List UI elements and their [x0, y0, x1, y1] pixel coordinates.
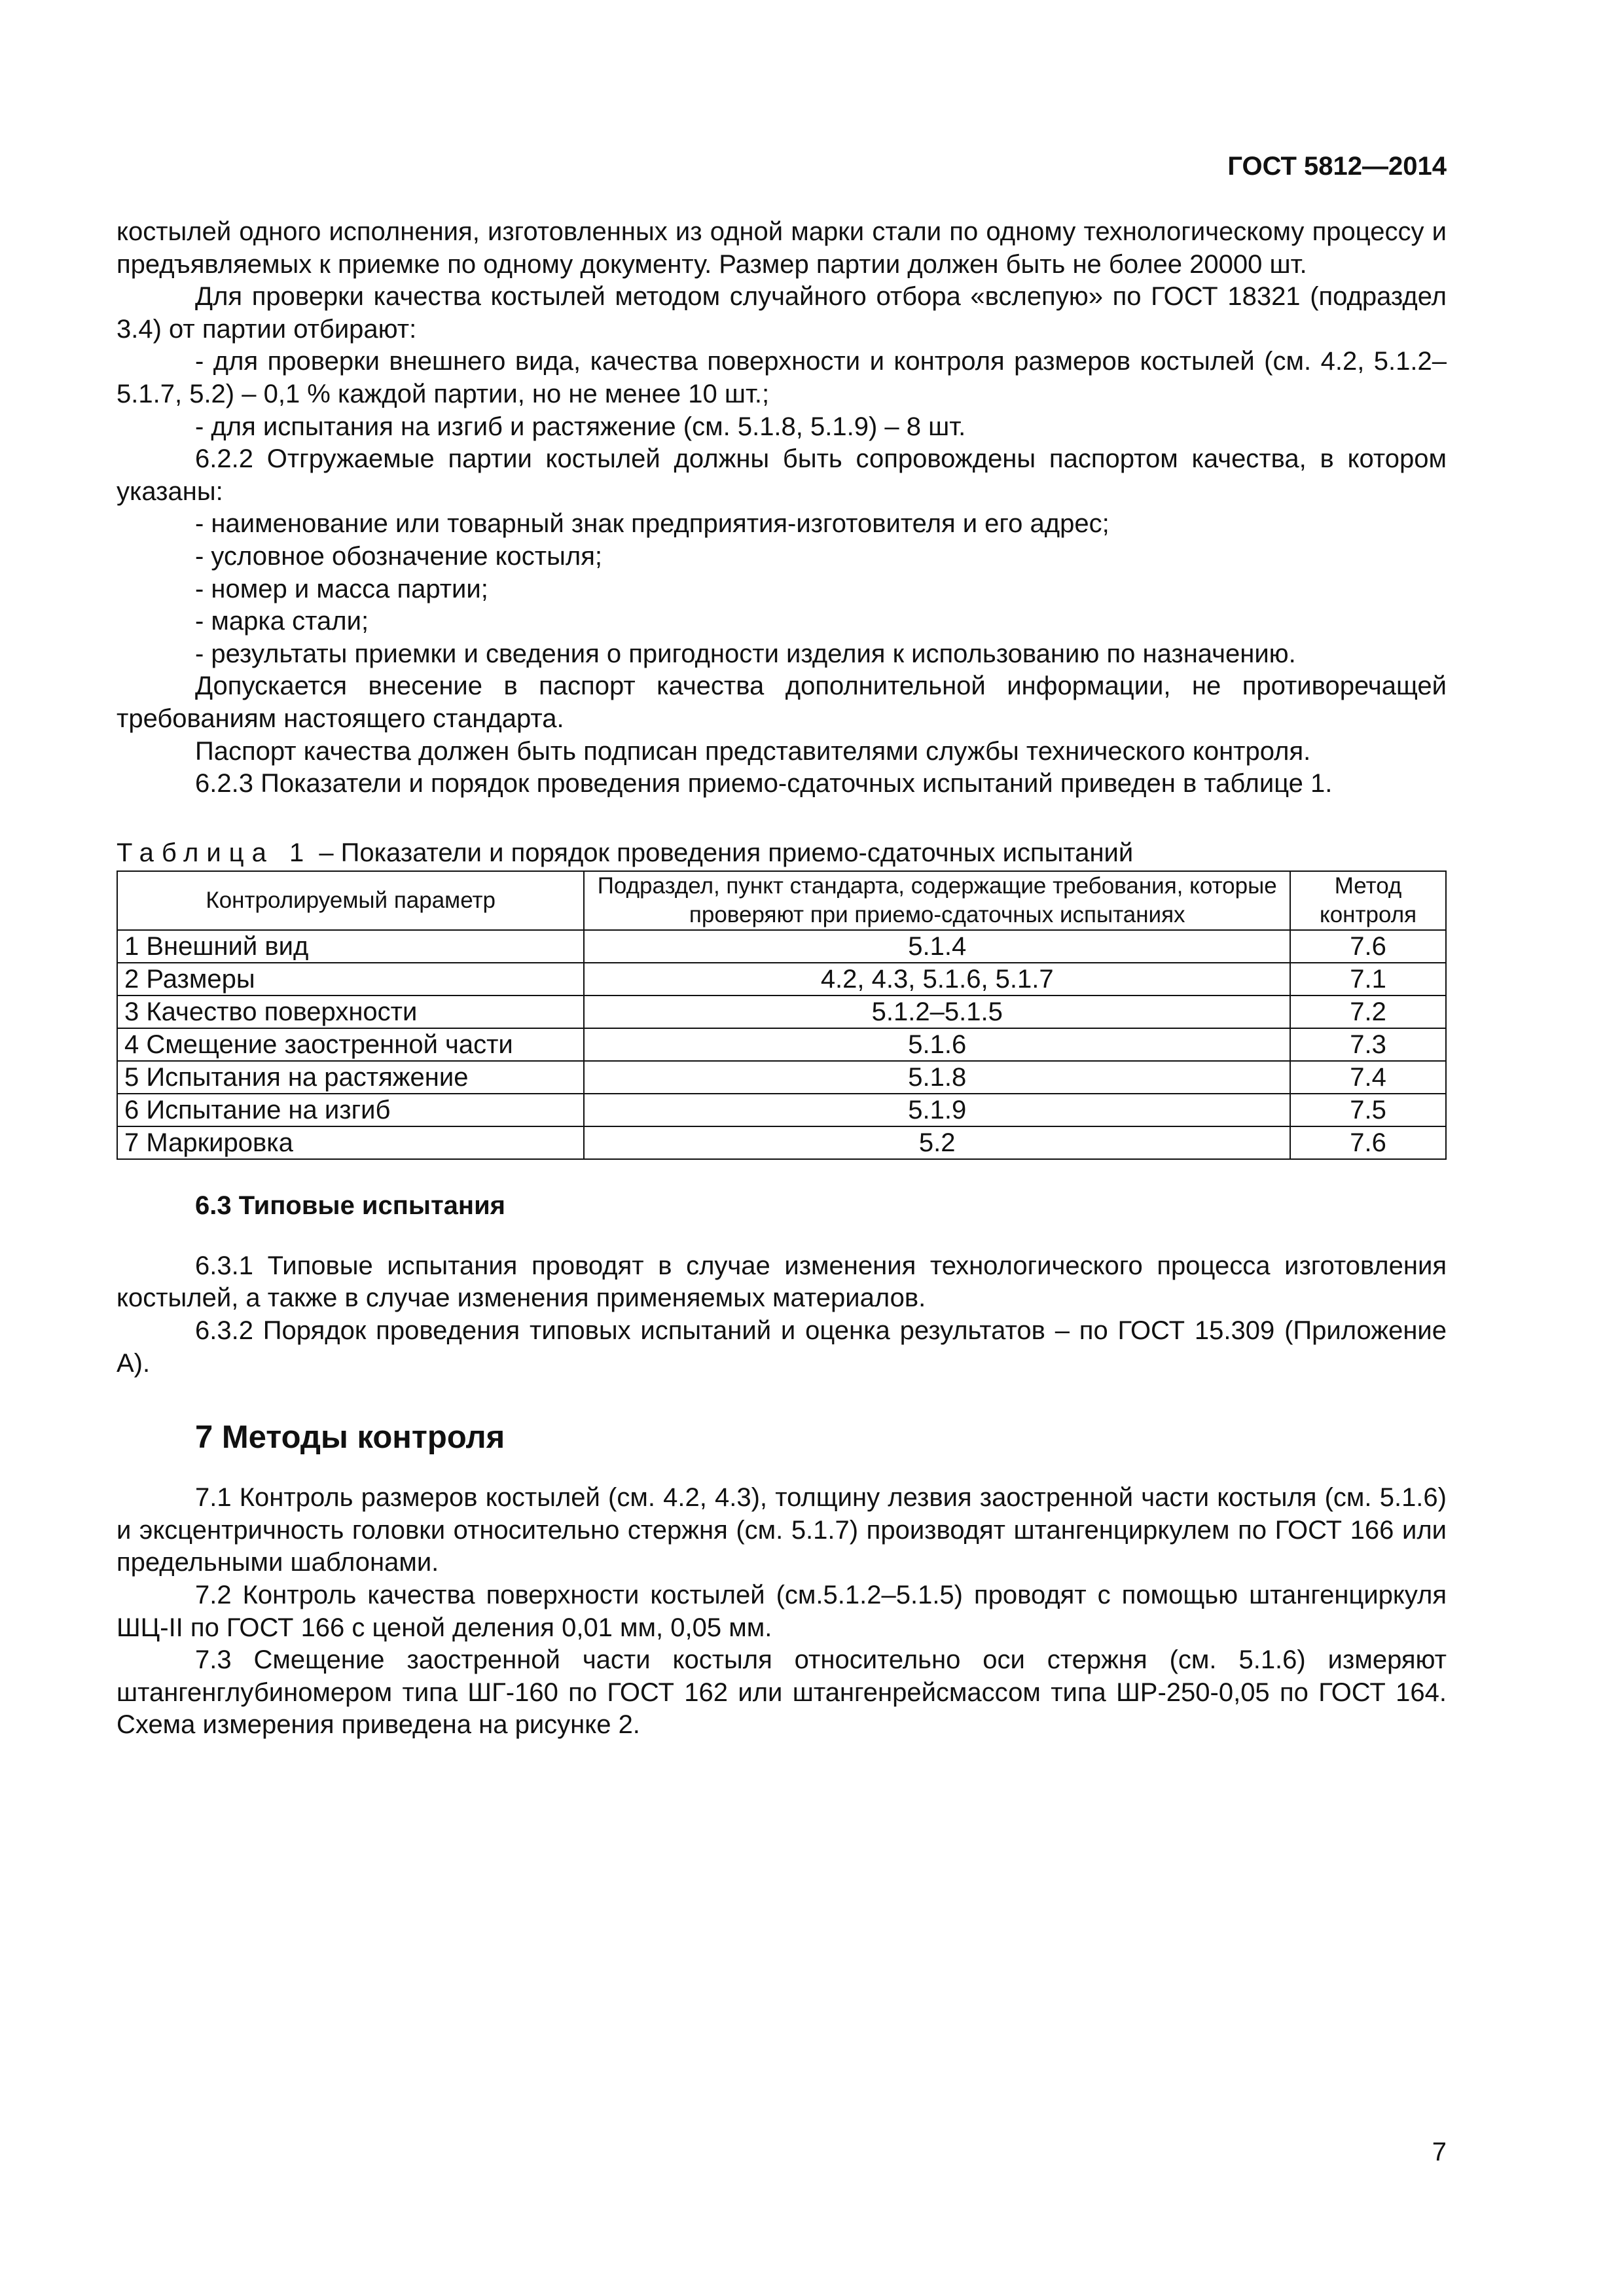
table-cell: 5 Испытания на растяжение: [117, 1061, 584, 1094]
table-cell: 7.3: [1290, 1028, 1446, 1061]
table-cell: 4.2, 4.3, 5.1.6, 5.1.7: [584, 963, 1290, 996]
table-cell: 5.1.8: [584, 1061, 1290, 1094]
page-number: 7: [1432, 2138, 1447, 2166]
table-header-row: [117, 871, 1446, 930]
table-cell: 5.1.9: [584, 1094, 1290, 1126]
paragraph: 6.3.2 Порядок проведения типовых испытаний и оценка результатов – по ГОСТ 15.309 (Приложение А).: [117, 1316, 1447, 1378]
table-cell: 6 Испытание на изгиб: [117, 1094, 584, 1126]
section-heading-6-3: 6.3 Типовые испытания: [195, 1191, 506, 1221]
list-item: - наименование или товарный знак предприятия-изготовителя и его адрес;: [195, 509, 1110, 539]
table-caption: [117, 837, 1447, 870]
table-cell: 7.1: [1290, 963, 1446, 996]
column-header-clause: Подраздел, пункт стандарта, содержащие требования, которые проверяют при приемо-сдаточных испытаниях: [584, 871, 1290, 930]
table-cell: 7.4: [1290, 1061, 1446, 1094]
table-cell: 5.2: [584, 1126, 1290, 1159]
table-cell: 7.6: [1290, 930, 1446, 963]
paragraph: 7.2 Контроль качества поверхности костылей (см.5.1.2–5.1.5) проводят с помощью штангенциркуля ШЦ-II по ГОСТ 166 с ценой деления 0,01 мм, 0,05 мм.: [117, 1581, 1447, 1642]
table-cell: 5.1.6: [584, 1028, 1290, 1061]
list-item: - номер и масса партии;: [195, 574, 488, 603]
paragraph: 6.2.3 Показатели и порядок проведения приемо-сдаточных испытаний приведен в таблице 1.: [195, 769, 1333, 798]
paragraph: костылей одного исполнения, изготовленных из одной марки стали по одному технологическому процессу и предъявляемых к приемке по одному документу. Размер партии должен быть не более 20000 шт.: [117, 217, 1447, 279]
list-item: - марка стали;: [195, 607, 369, 636]
acceptance-tests-table: [117, 870, 1447, 1160]
paragraph: 6.3.1 Типовые испытания проводят в случае изменения технологического процесса изготовления костылей, а также в случае изменения применяемых материалов.: [117, 1251, 1447, 1313]
paragraph: Паспорт качества должен быть подписан представителями службы технического контроля.: [195, 736, 1311, 766]
table-caption-text: – Показатели и порядок проведения приемо-сдаточных испытаний: [312, 838, 1134, 867]
table-cell: 3 Качество поверхности: [117, 996, 584, 1028]
table-cell: 2 Размеры: [117, 963, 584, 996]
document-header-id: ГОСТ 5812—2014: [1227, 152, 1447, 181]
list-item: - для испытания на изгиб и растяжение (см. 5.1.8, 5.1.9) – 8 шт.: [195, 412, 966, 441]
paragraph: Допускается внесение в паспорт качества дополнительной информации, не противоречащей требованиям настоящего стандарта.: [117, 672, 1447, 733]
table-cell: 1 Внешний вид: [117, 930, 584, 963]
table-cell: 7.6: [1290, 1126, 1446, 1159]
table-row: [117, 963, 1446, 996]
page-body: [117, 216, 1447, 1742]
table-row: [117, 1061, 1446, 1094]
paragraph: 6.2.2 Отгружаемые партии костылей должны быть сопровождены паспортом качества, в котором указаны:: [117, 444, 1447, 506]
column-header-method: Метод контроля: [1290, 871, 1446, 930]
table-row: [117, 996, 1446, 1028]
table-cell: 7 Маркировка: [117, 1126, 584, 1159]
section-heading-7: 7 Методы контроля: [195, 1420, 505, 1456]
table-caption-prefix: Таблица 1: [117, 838, 312, 867]
list-item: - условное обозначение костыля;: [195, 541, 602, 571]
column-header-parameter: Контролируемый параметр: [117, 871, 584, 930]
paragraph: 7.1 Контроль размеров костылей (см. 4.2, 4.3), толщину лезвия заостренной части костыля (см. 5.1.6) и эксцентричность головки относительно стержня (см. 5.1.7) производят штангенциркулем по ГОСТ 166 или предельными шаблонами.: [117, 1483, 1447, 1577]
table-row: [117, 930, 1446, 963]
table-cell: 5.1.2–5.1.5: [584, 996, 1290, 1028]
list-item: - для проверки внешнего вида, качества поверхности и контроля размеров костылей (см. 4.2, 5.1.2–5.1.7, 5.2) – 0,1 % каждой партии, но не менее 10 шт.;: [117, 347, 1447, 408]
table-cell: 5.1.4: [584, 930, 1290, 963]
table-row: [117, 1126, 1446, 1159]
table-row: [117, 1094, 1446, 1126]
table-cell: 7.2: [1290, 996, 1446, 1028]
table-row: [117, 1028, 1446, 1061]
table-cell: 4 Смещение заостренной части: [117, 1028, 584, 1061]
list-item: - результаты приемки и сведения о пригодности изделия к использованию по назначению.: [195, 639, 1296, 668]
table-cell: 7.5: [1290, 1094, 1446, 1126]
paragraph: 7.3 Смещение заостренной части костыля относительно оси стержня (см. 5.1.6) измеряют штангенглубиномером типа ШГ-160 по ГОСТ 162 или штангенрейсмассом типа ШР-250-0,05 по ГОСТ 164. Схема измерения приведена на рисунке 2.: [117, 1645, 1447, 1740]
paragraph: Для проверки качества костылей методом случайного отбора «вслепую» по ГОСТ 18321 (подраздел 3.4) от партии отбирают:: [117, 282, 1447, 344]
